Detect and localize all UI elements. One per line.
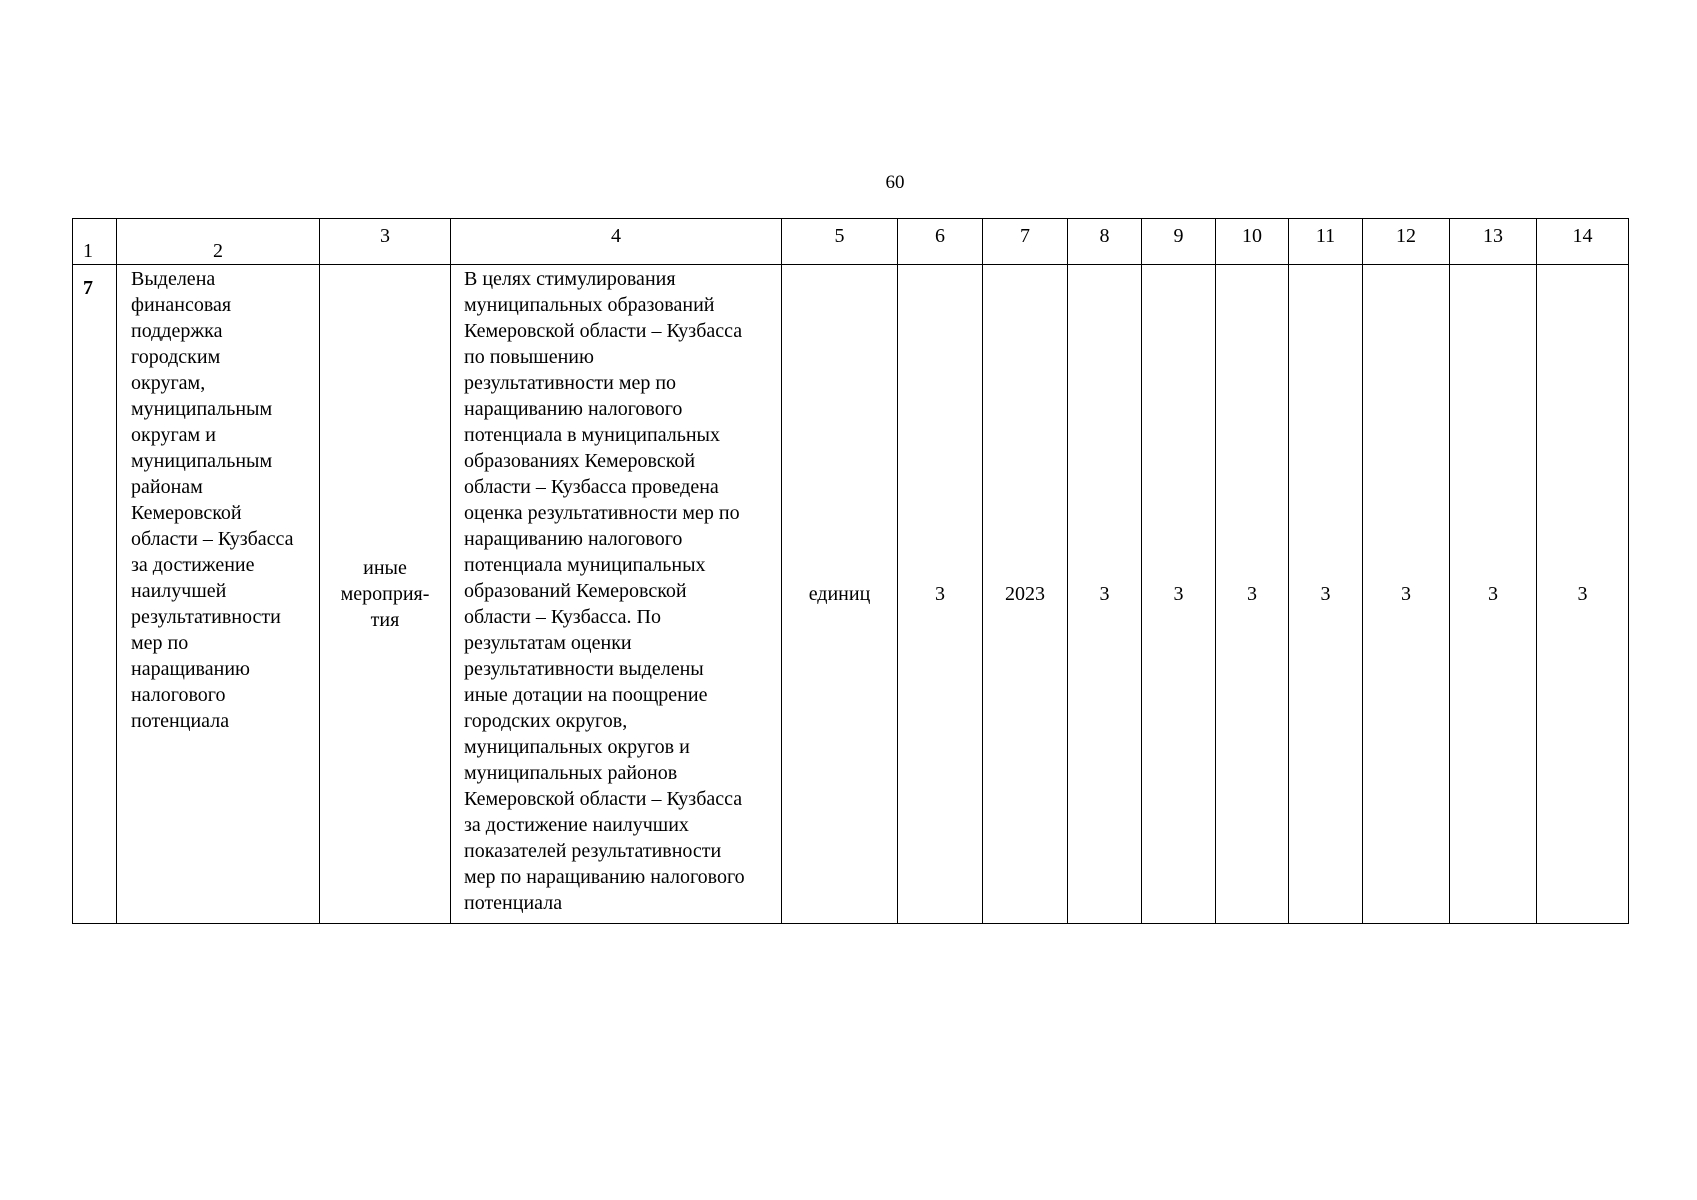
column-number-9: 9: [1142, 219, 1216, 265]
column-number-8: 8: [1068, 219, 1142, 265]
result-name-cell: Выделена финансовая поддержка городским округам, муниципальным округам и муниципальным районам Кемеровской области – Кузбасса за достижение наилучшей результативности мер по наращиванию налогового потенциала: [117, 265, 320, 924]
column-number-row: [73, 219, 1629, 265]
column-number-1: 1: [73, 219, 117, 265]
description-cell: В целях стимулирования муниципальных образований Кемеровской области – Кузбасса по повышению результативности мер по наращиванию налогового потенциала в муниципальных образованиях Кемеровской области – Кузбасса проведена оценка результативности мер по наращиванию налогового потенциала муниципальных образований Кемеровской области – Кузбасса. По результатам оценки результативности выделены иные дотации на поощрение городских округов, муниципальных округов и муниципальных районов Кемеровской области – Кузбасса за достижение наилучших показателей результативности мер по наращиванию налогового потенциала: [451, 265, 782, 924]
value-cell-8: 3: [1068, 265, 1142, 924]
value-cell-13: 3: [1450, 265, 1537, 924]
value-cell-9: 3: [1142, 265, 1216, 924]
plan-table: [72, 218, 1629, 924]
value-cell-12: 3: [1363, 265, 1450, 924]
page-number: 60: [885, 172, 905, 193]
column-number-2: 2: [117, 219, 320, 265]
base-year-cell: 2023: [983, 265, 1068, 924]
value-cell-14: 3: [1537, 265, 1629, 924]
table-row: [73, 265, 1629, 924]
row-number-cell: 7: [73, 265, 117, 924]
column-number-4: 4: [451, 219, 782, 265]
base-value-cell: 3: [898, 265, 983, 924]
column-number-11: 11: [1289, 219, 1363, 265]
column-number-7: 7: [983, 219, 1068, 265]
unit-cell: единиц: [782, 265, 898, 924]
column-number-5: 5: [782, 219, 898, 265]
column-number-14: 14: [1537, 219, 1629, 265]
column-number-10: 10: [1216, 219, 1289, 265]
column-number-12: 12: [1363, 219, 1450, 265]
value-cell-10: 3: [1216, 265, 1289, 924]
value-cell-11: 3: [1289, 265, 1363, 924]
column-number-13: 13: [1450, 219, 1537, 265]
measure-type-cell: иные мероприя- тия: [320, 265, 451, 924]
column-number-6: 6: [898, 219, 983, 265]
column-number-3: 3: [320, 219, 451, 265]
